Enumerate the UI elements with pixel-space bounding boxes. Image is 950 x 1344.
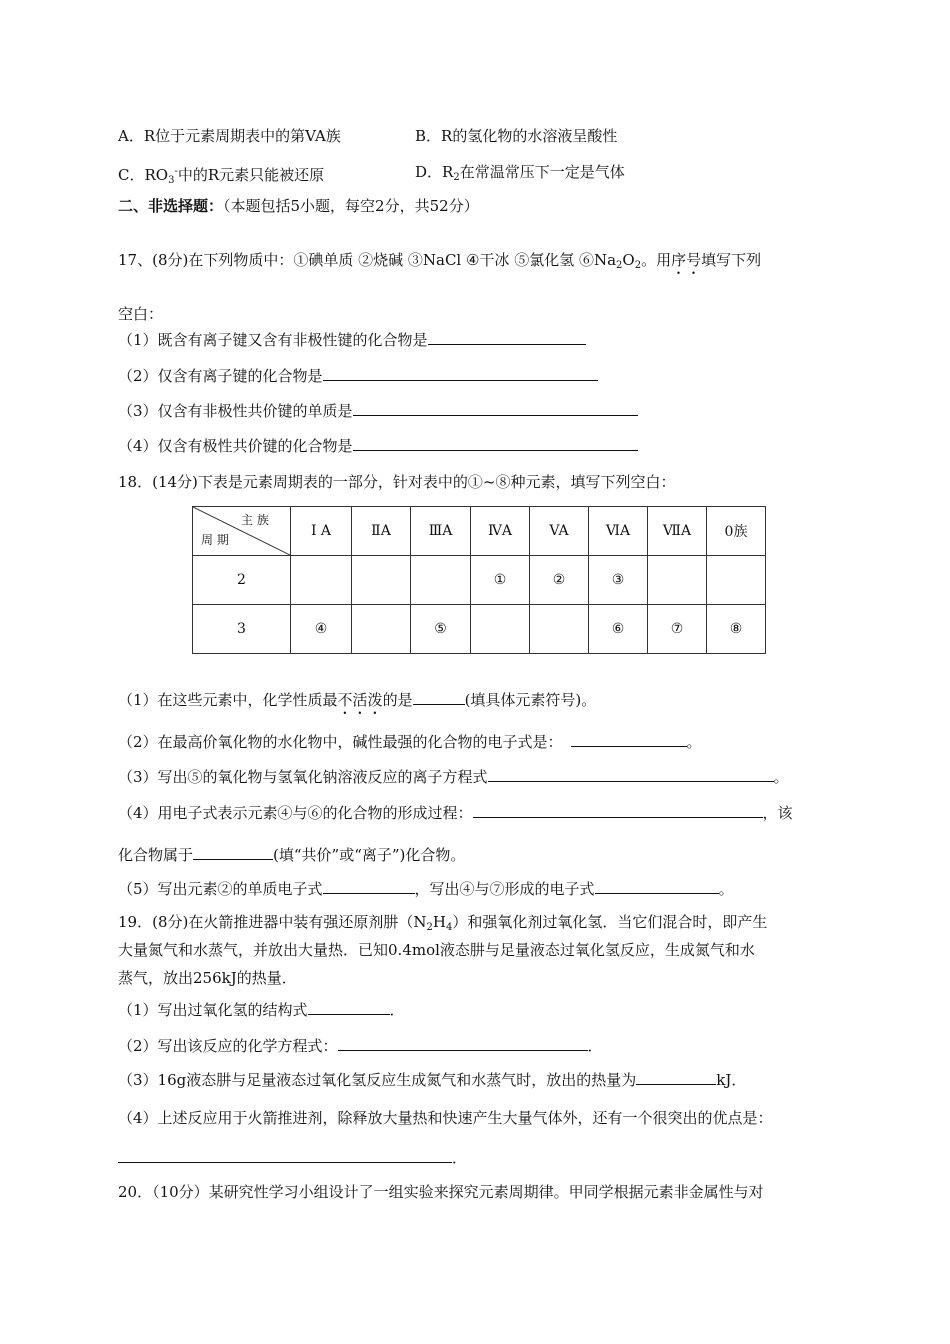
q17-part2: （2）仅含有离子键的化合物是 bbox=[118, 366, 598, 386]
answer-blank[interactable] bbox=[353, 401, 638, 416]
group-header: ⅥA bbox=[589, 507, 648, 556]
group-header: ⅡA bbox=[352, 507, 411, 556]
q18-part4: （4）用电子式表示元素④与⑥的化合物的形成过程： ，该 bbox=[118, 804, 793, 822]
answer-blank[interactable] bbox=[488, 767, 774, 782]
period-label: 2 bbox=[193, 556, 291, 605]
group-header: ⅦA bbox=[648, 507, 707, 556]
period-label: 3 bbox=[193, 605, 291, 654]
answer-blank[interactable] bbox=[308, 1000, 390, 1015]
answer-blank[interactable] bbox=[636, 1070, 716, 1085]
periodic-table bbox=[192, 506, 766, 654]
element-cell bbox=[471, 605, 530, 654]
q19-stem: 19．(8分)在火箭推进器中装有强还原剂肼$(N_2H_4)$和强氧化剂过氧化氢．当它们混合时，即产生 bbox=[118, 913, 768, 933]
table-row bbox=[193, 556, 766, 605]
element-cell bbox=[291, 556, 352, 605]
group-header: ⅣA bbox=[471, 507, 530, 556]
element-cell bbox=[530, 605, 589, 654]
answer-blank[interactable] bbox=[323, 879, 415, 894]
element-cell: ⑤ bbox=[411, 605, 471, 654]
q19-part3: （3）16g液态肼与足量液态过氧化氢反应生成氮气和水蒸气时，放出的热量为 kJ． bbox=[118, 1071, 747, 1089]
q18-part5: （5）写出元素②的单质电子式 ，写出④与⑦形成的电子式 。 bbox=[118, 880, 734, 898]
q18-part4-line2: 化合物属于 (填“共价”或“离子”)化合物。 bbox=[118, 846, 466, 864]
element-cell bbox=[648, 556, 707, 605]
answer-blank[interactable] bbox=[413, 690, 465, 705]
q19-stem-line2: 大量氮气和水蒸气，并放出大量热．已知0.4mol液态肼与足量液态过氧化氢反应，生成氮气和水 bbox=[118, 941, 755, 959]
element-cell: ① bbox=[471, 556, 530, 605]
group-header: Ⅰ A bbox=[291, 507, 352, 556]
q18-stem: 18．(14分)下表是元素周期表的一部分，针对表中的①~⑧种元素，填写下列空白： bbox=[118, 473, 676, 491]
element-cell: ⑧ bbox=[707, 605, 766, 654]
corner-group-label: 主 族 bbox=[241, 513, 269, 527]
answer-blank[interactable] bbox=[193, 845, 273, 860]
q19-stem-line3: 蒸气，放出256kJ的热量． bbox=[118, 969, 297, 987]
q16-option-a: A．R位于元素周期表中的第VA族 bbox=[118, 127, 341, 145]
q17-stem-line2: 空白： bbox=[118, 305, 164, 323]
table-corner-cell bbox=[193, 507, 291, 556]
q18-part2: （2）在最高价氧化物的水化物中，碱性最强的化合物的电子式是： 。 bbox=[118, 733, 702, 751]
q17-part4: （4）仅含有极性共价键的化合物是 bbox=[118, 436, 638, 456]
q19-part2: （2）写出该反应的化学方程式： ． bbox=[118, 1037, 603, 1055]
element-cell: ⑥ bbox=[589, 605, 648, 654]
answer-blank[interactable] bbox=[428, 330, 586, 345]
q19-part4: （4）上述反应用于火箭推进剂，除释放大量热和快速产生大量气体外，还有一个很突出的优点是： bbox=[118, 1109, 773, 1127]
q17-stem: 17、(8分)在下列物质中：①碘单质 ②烧碱 ③NaCl ④干冰 ⑤氯化氢 $⑥Na_2O_2$。用序号填写下列 bbox=[118, 251, 762, 271]
corner-period-label: 周 期 bbox=[201, 533, 229, 547]
q16-option-b: B．R的氢化物的水溶液呈酸性 bbox=[415, 127, 618, 145]
element-cell: ③ bbox=[589, 556, 648, 605]
group-header: VA bbox=[530, 507, 589, 556]
answer-blank[interactable] bbox=[353, 436, 638, 451]
q18-part3: （3）写出⑤的氧化物与氢氧化钠溶液反应的离子方程式 。 bbox=[118, 768, 789, 786]
element-cell bbox=[352, 605, 411, 654]
answer-blank[interactable] bbox=[571, 732, 687, 747]
section-heading: 二、非选择题：（本题包括5小题，每空2分，共52分） bbox=[118, 197, 479, 215]
q20-stem: 20．（10分）某研究性学习小组设计了一组实验来探究元素周期律。甲同学根据元素非金属性与对 bbox=[118, 1183, 764, 1201]
answer-blank[interactable] bbox=[323, 366, 598, 381]
element-cell: ⑦ bbox=[648, 605, 707, 654]
element-cell: ② bbox=[530, 556, 589, 605]
element-cell bbox=[411, 556, 471, 605]
element-cell bbox=[352, 556, 411, 605]
group-header: 0族 bbox=[707, 507, 766, 556]
table-row bbox=[193, 605, 766, 654]
answer-blank[interactable] bbox=[118, 1148, 452, 1163]
q19-part1: （1）写出过氧化氢的结构式 ． bbox=[118, 1001, 405, 1019]
element-cell: ④ bbox=[291, 605, 352, 654]
element-cell bbox=[707, 556, 766, 605]
q16-option-c: C．$RO_3^-$中的R元素只能被还原 bbox=[118, 166, 325, 186]
q16-option-d: D．$R_2$在常温常压下一定是气体 bbox=[415, 163, 625, 183]
answer-blank[interactable] bbox=[338, 1036, 588, 1051]
q18-part1: （1）在这些元素中，化学性质最不活泼的是 (填具体元素符号)。 bbox=[118, 691, 597, 709]
answer-blank[interactable] bbox=[595, 879, 719, 894]
group-header: ⅢA bbox=[411, 507, 471, 556]
q17-part1: （1）既含有离子键又含有非极性键的化合物是 bbox=[118, 330, 586, 350]
answer-blank[interactable] bbox=[473, 803, 763, 818]
q17-part3: （3）仅含有非极性共价键的单质是 bbox=[118, 401, 638, 421]
q19-part4-answer: ． bbox=[118, 1148, 467, 1168]
